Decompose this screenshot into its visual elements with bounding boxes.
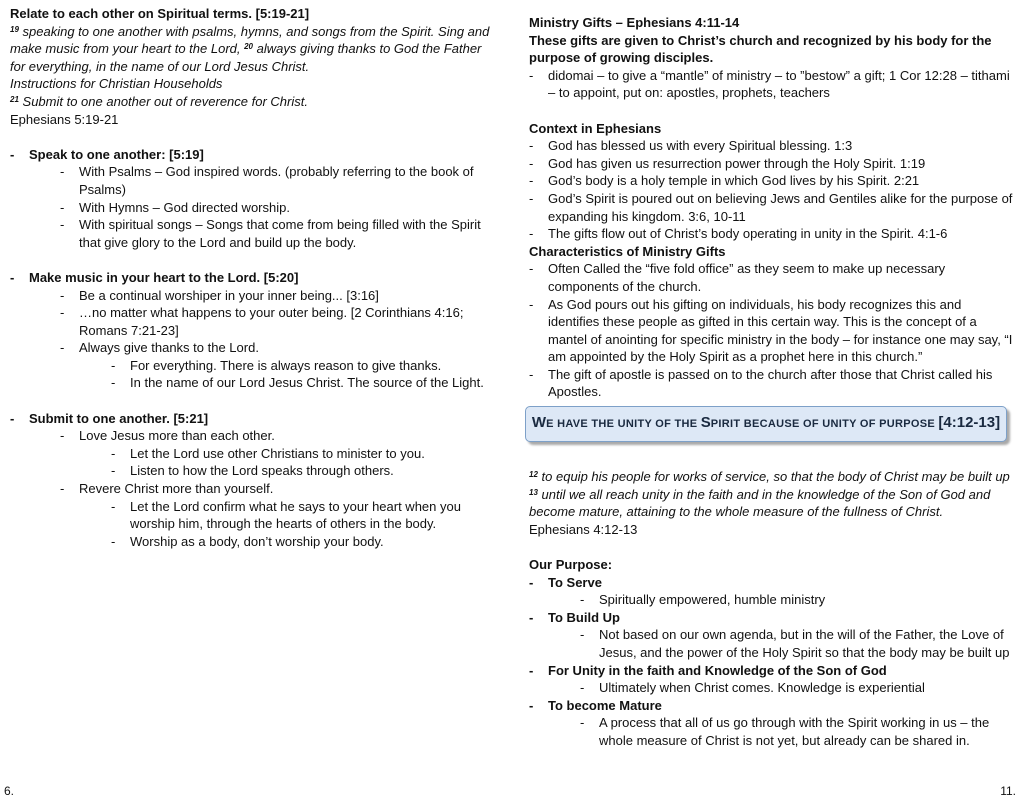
left-column xyxy=(10,5,500,550)
list-item: - Always give thanks to the Lord. xyxy=(60,340,259,356)
verse-number: 21 xyxy=(10,94,19,104)
list-item: - In the name of our Lord Jesus Christ. The source of the Light. xyxy=(111,375,484,391)
scripture-passage xyxy=(529,468,1014,521)
list-item: - To Serve xyxy=(529,574,602,590)
list-item: - God has blessed us with every Spiritual blessing. 1:3 xyxy=(529,138,853,154)
list-item: - Often Called the “five fold office” as they seem to make up necessary components of the church. xyxy=(529,261,946,294)
list-item: - Speak to one another: [5:19] xyxy=(10,146,204,162)
list-item-title: Speak to one another: [5:19] xyxy=(29,146,204,162)
list-item: - For Unity in the faith and Knowledge of the Son of God xyxy=(529,662,887,678)
passage-subheading: Instructions for Christian Households xyxy=(10,76,223,92)
list-item-title: Submit to one another. [5:21] xyxy=(29,410,209,426)
scripture-reference: Ephesians 4:12-13 xyxy=(529,521,638,537)
section-heading: Our Purpose: xyxy=(529,557,613,573)
list-item: - The gift of apostle is passed on to the church after those that Christ called his Apostles. xyxy=(529,366,993,400)
verse-text: until we all reach unity in the faith and in the knowledge of the Son of God and become mature, attaining to the whole measure of the fullness of Christ. xyxy=(529,486,991,520)
page-number-right: 11. xyxy=(1000,784,1016,798)
verse-number: 20 xyxy=(244,42,254,52)
list-item: - Revere Christ more than yourself. xyxy=(60,481,274,497)
list-item: - As God pours out his gifting on individuals, his body recognizes this and identifies these people as gifted in this certain way. This is the concept of a mantel of anointing for specific ministry in the body – for instance one may say, “I am appointed by the Holy Spirit as a prophet here in this church.” xyxy=(529,296,1013,365)
list-item: - Let the Lord use other Christians to minister to you. xyxy=(111,445,425,461)
list-item: - …no matter what happens to your outer being. [2 Corinthians 4:16; Romans 7:21-23] xyxy=(60,305,464,338)
list-item: - Listen to how the Lord speaks through others. xyxy=(111,463,394,479)
list-item: - Not based on our own agenda, but in the will of the Father, the Love of Jesus, and the power of the Holy Spirit so that the body may be built up xyxy=(580,627,1010,660)
list-item: - The gifts flow out of Christ’s body operating in unity in the Spirit. 4:1-6 xyxy=(529,226,948,242)
list-item: - Submit to one another. [5:21] xyxy=(10,410,209,426)
right-column xyxy=(529,14,1014,750)
scripture-passage xyxy=(10,93,500,111)
theme-banner: WE HAVE THE UNITY OF THE SPIRIT BECAUSE OF UNITY OF PURPOSE [4:12-13] xyxy=(525,406,1007,442)
verse-text: Submit to one another out of reverence for Christ. xyxy=(22,93,308,109)
list-item: - Love Jesus more than each other. xyxy=(60,428,275,444)
list-item: - Ultimately when Christ comes. Knowledge is experiential xyxy=(580,680,925,696)
verse-text: to equip his people for works of service, so that the body of Christ may be built up xyxy=(541,469,1010,485)
verse-text: speaking to one another with psalms, hymns, and songs from the Spirit. Sing and make music from your heart to the Lord, xyxy=(10,23,490,57)
list-item: - To Build Up xyxy=(529,609,620,625)
list-item: - Let the Lord confirm what he says to your heart when you worship him, through the hearts of others in the body. xyxy=(111,498,461,532)
verse-number: 13 xyxy=(529,487,538,497)
list-item: - Spiritually empowered, humble ministry xyxy=(580,592,826,608)
scripture-passage xyxy=(10,23,500,76)
verse-number: 12 xyxy=(529,470,538,480)
list-item: - Worship as a body, don’t worship your body. xyxy=(111,533,384,549)
list-item: - To become Mature xyxy=(529,697,662,713)
list-item: - God’s body is a holy temple in which God lives by his Spirit. 2:21 xyxy=(529,173,920,189)
section-heading: Characteristics of Ministry Gifts xyxy=(529,243,726,259)
list-item: - With Hymns – God directed worship. xyxy=(60,199,290,215)
list-item: - For everything. There is always reason to give thanks. xyxy=(111,357,442,373)
list-item: - God has given us resurrection power through the Holy Spirit. 1:19 xyxy=(529,155,926,171)
scripture-reference: Ephesians 5:19-21 xyxy=(10,111,119,127)
list-item: - A process that all of us go through with the Spirit working in us – the whole measure of Christ is not yet, but already can be shared in. xyxy=(580,715,990,748)
section-heading: Ministry Gifts – Ephesians 4:11-14 xyxy=(529,15,740,30)
page-number-left: 6. xyxy=(4,784,15,798)
list-item-title: Make music in your heart to the Lord. [5:20] xyxy=(29,269,299,285)
list-item: - Make music in your heart to the Lord. [5:20] xyxy=(10,269,299,285)
list-item: - didomai – to give a “mantle” of ministry – to ”bestow” a gift; 1 Cor 12:28 – tithami – to appoint, put on: apostles, prophets, teachers xyxy=(529,67,1010,101)
list-item: - With spiritual songs – Songs that come from being filled with the Spirit that give glory to the Lord and build up the body. xyxy=(60,217,481,250)
section-heading: Relate to each other on Spiritual terms. [5:19-21] xyxy=(10,6,310,21)
verse-text: always giving thanks to God the Father for everything, in the name of our Lord Jesus Christ. xyxy=(10,41,482,74)
section-subheading: These gifts are given to Christ’s church and recognized by his body for the purpose of growing disciples. xyxy=(529,32,992,66)
list-item: - Be a continual worshiper in your inner being... [3:16] xyxy=(60,287,379,303)
list-item: - God’s Spirit is poured out on believing Jews and Gentiles alike for the purpose of expanding his kingdom. 3:6, 10-11 xyxy=(529,190,1013,224)
list-item: - With Psalms – God inspired words. (probably referring to the book of Psalms) xyxy=(60,164,474,197)
verse-number: 19 xyxy=(10,24,19,34)
section-heading: Context in Ephesians xyxy=(529,120,662,136)
